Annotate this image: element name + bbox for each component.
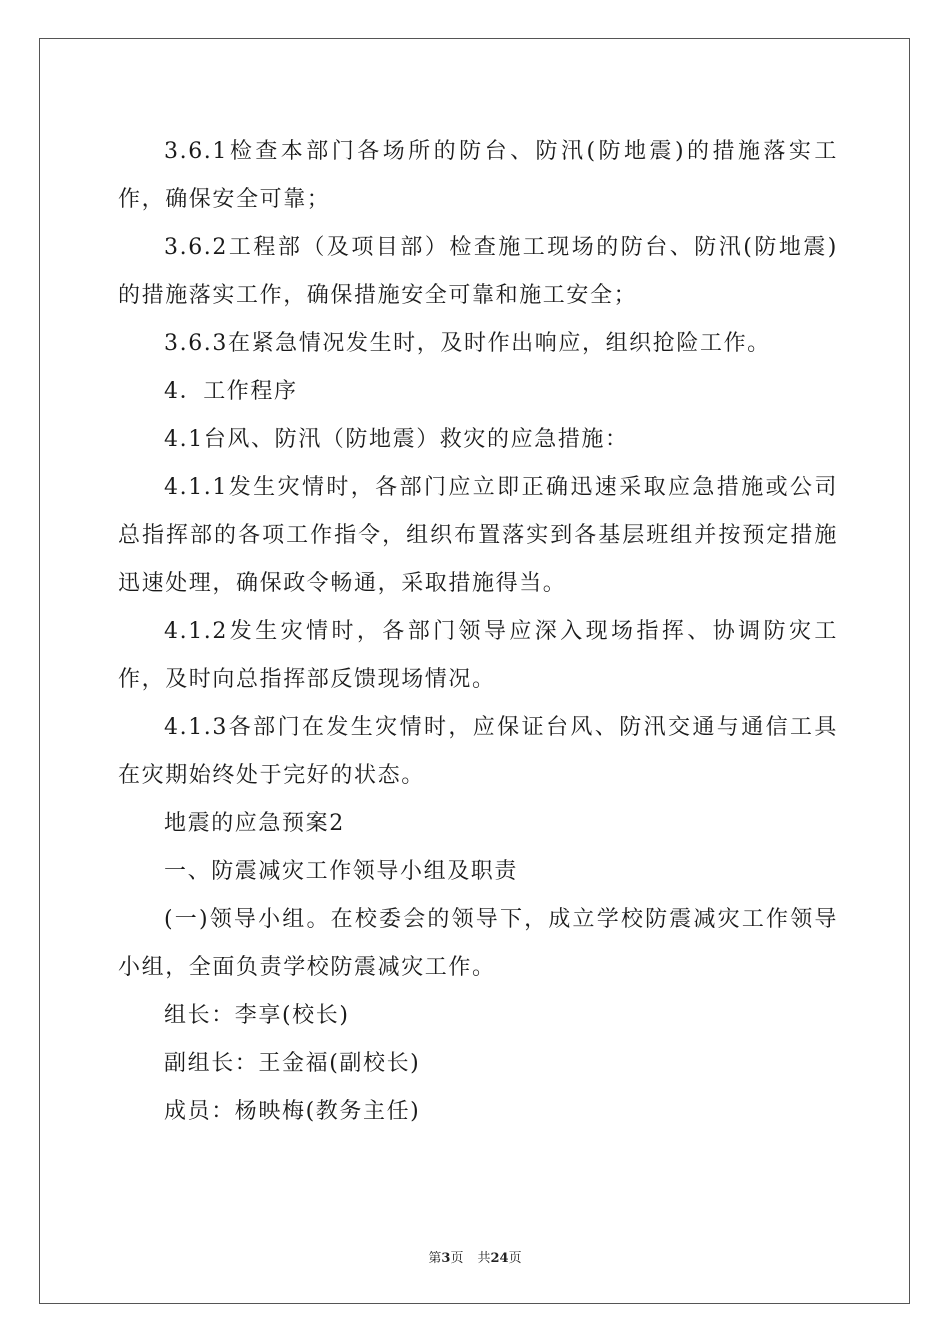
section-title-plan-2: 地震的应急预案2 <box>164 811 345 836</box>
heading-work-procedure: 4．工作程序 <box>164 379 298 404</box>
paragraph-4-1-3: 4.1.3各部门在发生灾情时，应保证台风、防汛交通与通信工具在灾期始终处于完好的状态。 <box>118 715 838 788</box>
paragraph-group-leader: 组长：李享(校长) <box>164 1003 350 1028</box>
total-pages: 24 <box>490 1251 509 1266</box>
page-prefix: 第 <box>428 1251 442 1266</box>
document-body <box>118 128 838 1136</box>
heading-leadership-group: 一、防震减灾工作领导小组及职责 <box>164 859 519 884</box>
paragraph-3-6-3: 3.6.3在紧急情况发生时，及时作出响应，组织抢险工作。 <box>164 331 771 356</box>
total-suffix: 页 <box>508 1251 522 1266</box>
page-footer <box>0 1247 950 1266</box>
paragraph-leadership-group: (一)领导小组。在校委会的领导下，成立学校防震减灾工作领导小组，全面负责学校防震减灾工作。 <box>118 907 838 980</box>
paragraph-4-1-2: 4.1.2发生灾情时，各部门领导应深入现场指挥、协调防灾工作，及时向总指挥部反馈现场情况。 <box>118 619 838 692</box>
paragraph-3-6-1: 3.6.1检查本部门各场所的防台、防汛(防地震)的措施落实工作，确保安全可靠； <box>118 139 838 212</box>
paragraph-4-1-1: 4.1.1发生灾情时，各部门应立即正确迅速采取应急措施或公司总指挥部的各项工作指令，组织布置落实到各基层班组并按预定措施迅速处理，确保政令畅通，采取措施得当。 <box>118 475 838 596</box>
paragraph-members: 成员：杨映梅(教务主任) <box>164 1099 421 1124</box>
total-prefix: 共 <box>477 1251 491 1266</box>
paragraph-3-6-2: 3.6.2工程部（及项目部）检查施工现场的防台、防汛(防地震)的措施落实工作，确保措施安全可靠和施工安全； <box>118 235 838 308</box>
paragraph-deputy-leader: 副组长：王金福(副校长) <box>164 1051 421 1076</box>
page-number: 3 <box>441 1251 451 1266</box>
page-suffix: 页 <box>450 1251 464 1266</box>
paragraph-4-1: 4.1台风、防汛（防地震）救灾的应急措施： <box>164 427 629 452</box>
